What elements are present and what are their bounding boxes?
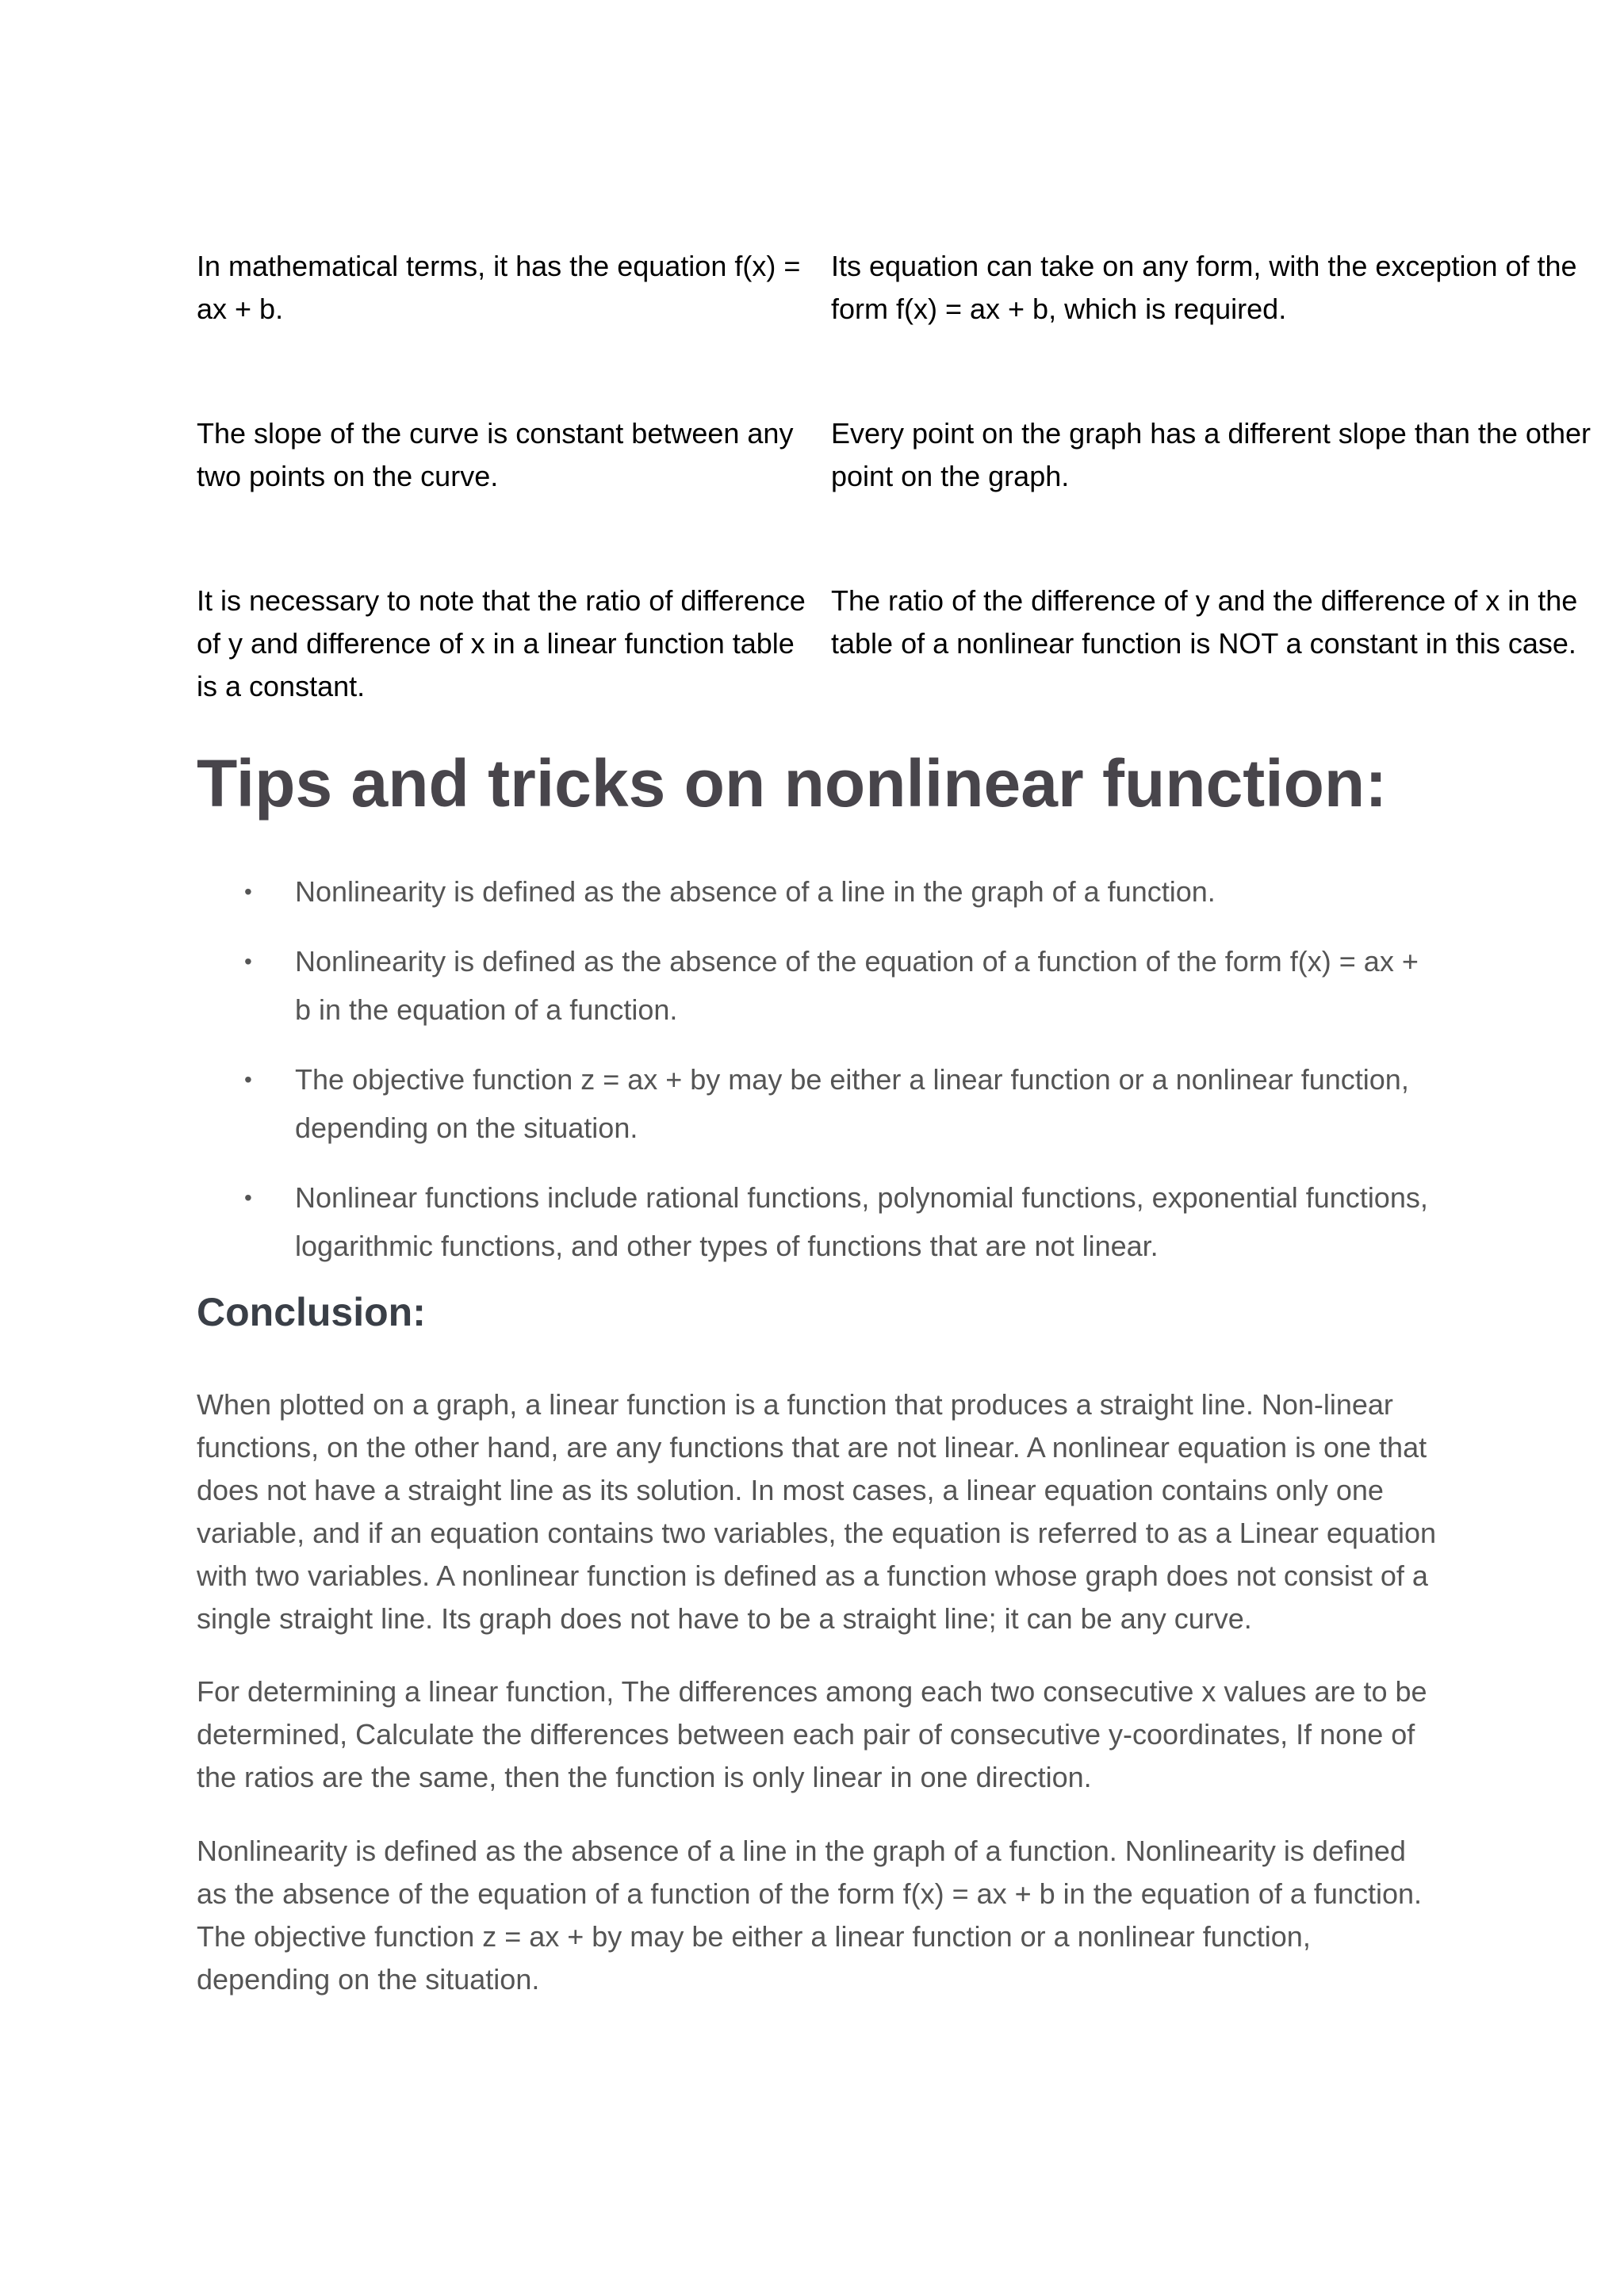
bullet-icon: • — [244, 949, 252, 974]
list-item-text: Nonlinear functions include rational functions, polynomial functions, exponential functions, logarithmic functions, and other types of functions that are not linear. — [295, 1181, 1428, 1262]
table-cell-linear: It is necessary to note that the ratio of difference of y and difference of x in a linear function table is a constant. — [197, 584, 806, 702]
comparison-table — [197, 242, 1624, 744]
table-row — [197, 242, 1624, 409]
table-cell-nonlinear: Its equation can take on any form, with the exception of the form f(x) = ax + b, which is required. — [831, 250, 1577, 325]
conclusion-paragraph: Nonlinearity is defined as the absence of a line in the graph of a function. Nonlinearity is defined as the absence of the equation of a function of the form f(x) = ax + b in the equation of a function. The objective function z = ax + by may be either a linear function or a nonlinear function, depending on the situation. — [197, 1835, 1423, 1996]
list-item-text: The objective function z = ax + by may be either a linear function or a nonlinear function, depending on the situation. — [295, 1063, 1409, 1144]
table-cell-nonlinear: The ratio of the difference of y and the difference of x in the table of a nonlinear function is NOT a constant in this case. — [831, 584, 1578, 660]
table-cell-nonlinear: Every point on the graph has a different slope than the other point on the graph. — [831, 417, 1591, 492]
tips-list — [197, 867, 1434, 1292]
list-item-text: Nonlinearity is defined as the absence of a line in the graph of a function. — [295, 875, 1216, 908]
bullet-icon: • — [244, 1067, 252, 1092]
list-item — [197, 937, 1434, 1034]
conclusion-heading: Conclusion: — [197, 1290, 426, 1334]
list-item — [197, 1173, 1434, 1270]
bullet-icon: • — [244, 1185, 252, 1210]
tips-heading: Tips and tricks on nonlinear function: — [197, 746, 1388, 821]
conclusion-paragraph: When plotted on a graph, a linear function is a function that produces a straight line. Non-linear functions, on the other hand, are any functions that are not linear. A nonlinear equation is one that does not have a straight line as its solution. In most cases, a linear equation contains only one variable, and if an equation contains two variables, the equation is referred to as a Linear equation with two variables. A nonlinear function is defined as a function whose graph does not consist of a single straight line. Its graph does not have to be a straight line; it can be any curve. — [197, 1388, 1437, 1635]
list-item — [197, 1055, 1434, 1152]
list-item — [197, 867, 1434, 916]
table-row — [197, 576, 1624, 744]
bullet-icon: • — [244, 879, 252, 904]
table-cell-linear: In mathematical terms, it has the equation f(x) = ax + b. — [197, 250, 801, 325]
list-item-text: Nonlinearity is defined as the absence of the equation of a function of the form f(x) = ax + b in the equation of a function. — [295, 945, 1419, 1026]
conclusion-paragraph: For determining a linear function, The differences among each two consecutive x values are to be determined, Calculate the differences between each pair of consecutive y-coordinates, If none of the ratios are the same, then the function is only linear in one direction. — [197, 1675, 1427, 1793]
table-cell-linear: The slope of the curve is constant between any two points on the curve. — [197, 417, 794, 492]
table-row — [197, 409, 1624, 576]
